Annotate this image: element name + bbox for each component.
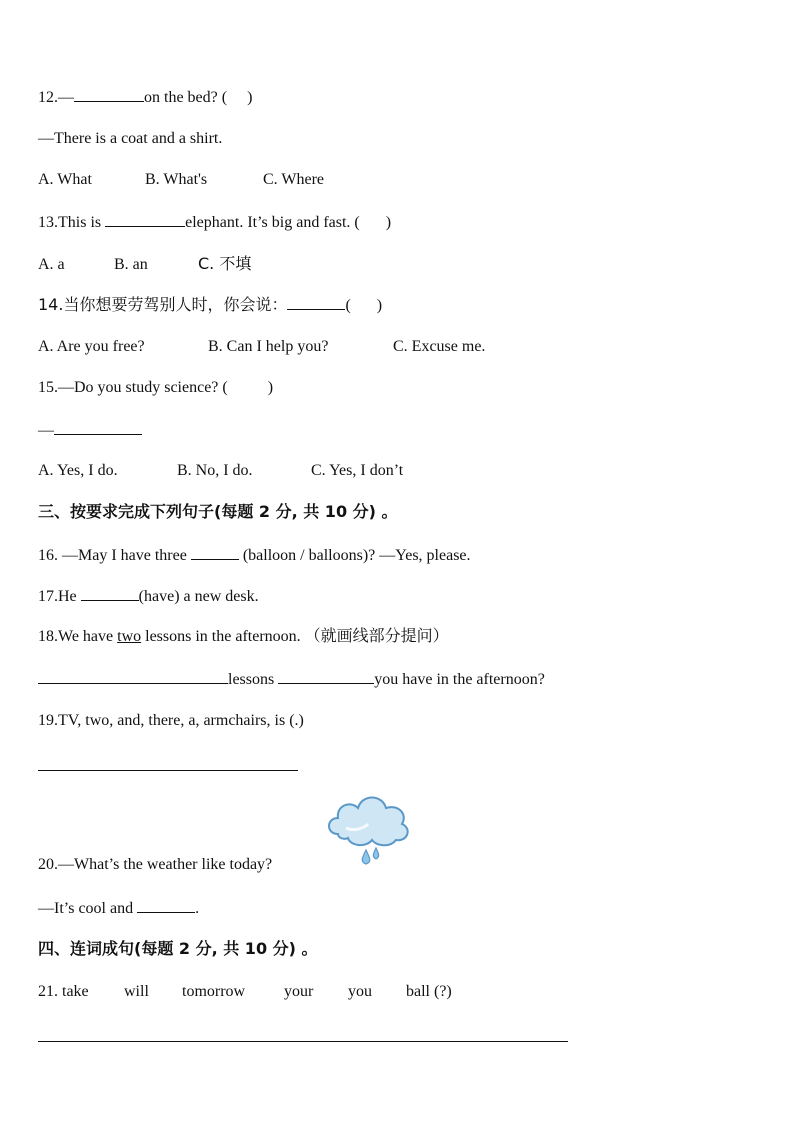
q18-line2-end: you have in the afternoon?: [374, 671, 545, 688]
q18-blank-2[interactable]: [278, 669, 374, 684]
q12-option-b[interactable]: B. What's: [145, 171, 208, 188]
q21-prefix: 21.: [38, 983, 62, 1000]
q18-blank-1[interactable]: [38, 669, 228, 684]
q20-answer-line: [38, 898, 199, 919]
q16-suffix: (balloon / balloons)? —Yes, please.: [242, 547, 471, 564]
q14-option-c[interactable]: C. Excuse me.: [393, 338, 486, 355]
q21-answer-line[interactable]: [38, 1041, 568, 1042]
q13-option-c[interactable]: C. 不填: [198, 254, 252, 273]
q18-suffix: lessons in the afternoon. （就画线部分提问）: [141, 628, 449, 645]
q13-mid: elephant. It’s big and fast. (: [185, 214, 360, 231]
q21-word: tomorrow: [182, 983, 246, 1000]
q13-line: [38, 212, 391, 233]
q14-options: [38, 337, 485, 357]
q15-answer-prefix: —: [38, 422, 54, 439]
q21-word: will: [124, 983, 149, 1000]
q16-blank[interactable]: [191, 545, 239, 560]
q12-prefix: 12.—: [38, 89, 74, 106]
q17-suffix: (have) a new desk.: [138, 588, 259, 605]
q18-line2-mid: lessons: [228, 671, 279, 688]
q14-mid: (: [345, 297, 351, 314]
q12-answer: —There is a coat and a shirt.: [38, 130, 223, 147]
q14-option-b[interactable]: B. Can I help you?: [208, 338, 329, 355]
q13-blank[interactable]: [105, 212, 185, 227]
section-4-heading: 四、连词成句(每题 2 分, 共 10 分) 。: [38, 939, 318, 958]
q21-word: your: [284, 983, 314, 1000]
q15-option-b[interactable]: B. No, I do.: [177, 462, 253, 479]
q18-underlined-word: two: [117, 628, 142, 645]
q15-options: [38, 461, 403, 481]
q13-prefix: 13.This is: [38, 214, 106, 231]
q18-prefix: 18.We have: [38, 628, 118, 645]
q12-option-a[interactable]: A. What: [38, 171, 92, 188]
q17-blank[interactable]: [81, 586, 139, 601]
section-3-heading: 三、按要求完成下列句子(每题 2 分, 共 10 分) 。: [38, 502, 398, 521]
q17-line: [38, 586, 259, 607]
q21-word: you: [348, 983, 372, 1000]
q15-blank[interactable]: [54, 420, 142, 435]
q15-option-a[interactable]: A. Yes, I do.: [38, 462, 118, 479]
q12-close: ): [247, 89, 253, 106]
q12-mid: on the bed? (: [144, 89, 228, 106]
q12-line: [38, 87, 252, 108]
q14-prefix: 14.当你想要劳驾别人时，你会说：: [38, 295, 288, 314]
q20-question: 20.—What’s the weather like today?: [38, 856, 273, 873]
q14-blank[interactable]: [287, 295, 345, 310]
q12-blank[interactable]: [74, 87, 144, 102]
q16-prefix: 16. —May I have three: [38, 547, 191, 564]
q15-close: ): [267, 379, 274, 396]
q15-answer-line: [38, 420, 142, 441]
q20-answer-end: .: [195, 900, 200, 917]
q14-close: ): [376, 297, 383, 314]
q13-close: ): [385, 214, 392, 231]
q21-word: take: [62, 983, 89, 1000]
q13-option-b[interactable]: B. an: [114, 256, 148, 273]
q21-line: [38, 982, 452, 1002]
q21-word: ball (?): [406, 983, 452, 1000]
q13-option-a[interactable]: A. a: [38, 256, 65, 273]
q12-option-c[interactable]: C. Where: [263, 171, 325, 188]
q20-answer-prefix: —It’s cool and: [38, 900, 138, 917]
q19-line: 19.TV, two, and, there, a, armchairs, is (.): [38, 712, 304, 729]
q15-line: [38, 378, 273, 398]
q20-blank[interactable]: [137, 898, 195, 913]
q14-option-a[interactable]: A. Are you free?: [38, 338, 145, 355]
q18-line: [38, 627, 449, 647]
q18-line2: [38, 669, 545, 690]
q19-answer-line[interactable]: [38, 770, 298, 771]
q15-prefix: 15.—Do you study science? (: [38, 379, 228, 396]
q16-line: [38, 545, 471, 566]
q13-options: [38, 254, 251, 275]
q14-line: [38, 295, 382, 316]
q17-prefix: 17.He: [38, 588, 81, 605]
q12-options: [38, 170, 324, 190]
rain-cloud-icon: [324, 788, 412, 874]
q15-option-c[interactable]: C. Yes, I don’t: [311, 462, 404, 479]
